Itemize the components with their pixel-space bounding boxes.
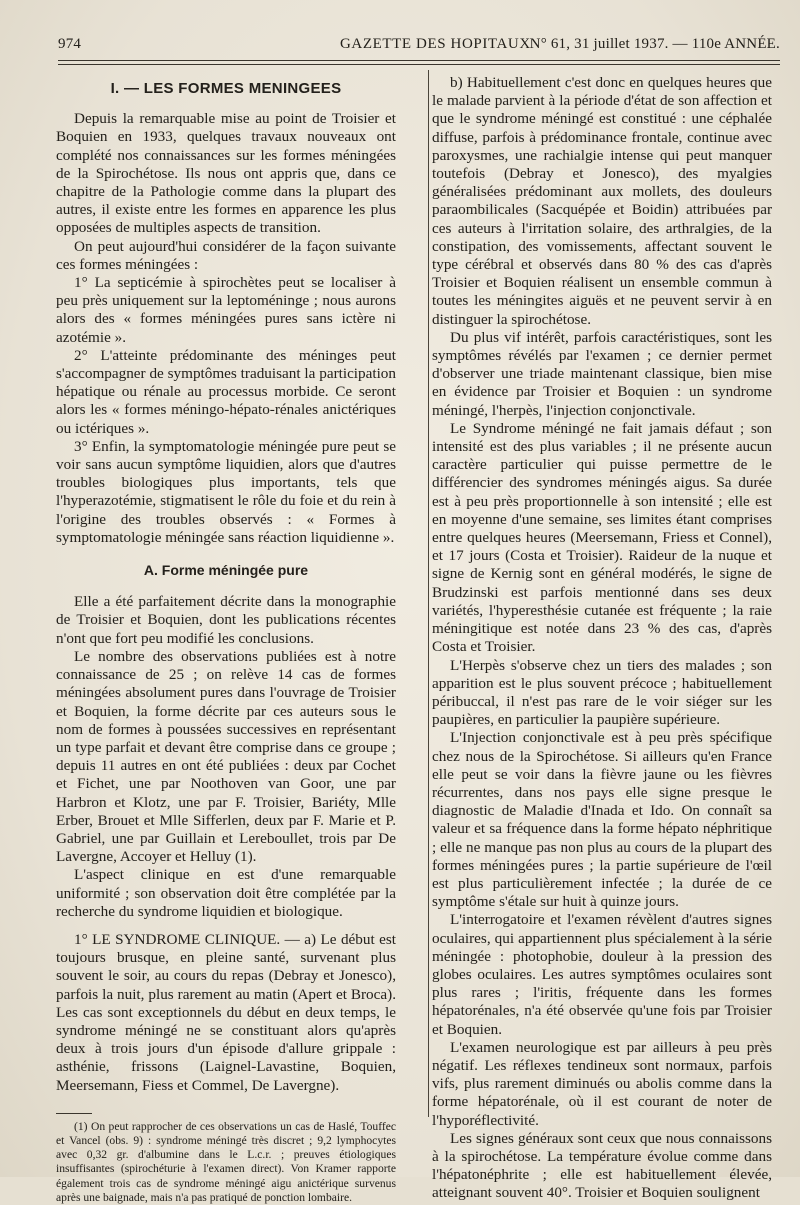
journal-title: GAZETTE DES HOPITAUX bbox=[340, 36, 531, 52]
paragraph: L'aspect clinique en est d'une remarquable uniformité ; son observation doit être complétée par la recherche du syndrome liquidien et biologique. bbox=[56, 866, 396, 920]
paragraph: 3° Enfin, la symptomatologie méningée pure peut se voir sans aucun symptôme liquidien, alors que d'autres troubles biologiques plus importants, tels que l'hyperazotémie, stigmatisent le rôle du foie et du rein à l'origine des troubles observés : « Formes à symptomatologie méningée sans réaction liquidienne ». bbox=[56, 437, 396, 546]
paragraph: L'Injection conjonctivale est à peu près spécifique chez nous de la Spirochétose. Si ailleurs qu'en France elle peut se voir dans la fièvre jaune ou les fièvres récurrentes, dans nos pays elle signe presque le diagnostic de Maladie d'Inada et Ido. On connaît sa valeur et sa fréquence dans la forme hépato néphritique ; elle ne manque pas non plus au cours de la plupart des formes méningées pures ; la partie supérieure de l'œil est plus particulièrement infectée ; la durée de ce symptôme s'étale sur huit à quinze jours. bbox=[432, 729, 772, 911]
paragraph: Depuis la remarquable mise au point de Troisier et Boquien en 1933, quelques travaux nouveaux ont complété nos connaissances sur les formes méningées de la Spirochétose. Ils nous ont appris que, dans ce chapitre de la Pathologie comme dans la plupart des autres, il existe entre les formes en apparence les plus opposées de multiples aspects de transition. bbox=[56, 110, 396, 237]
header-rule bbox=[58, 60, 780, 61]
paragraph: Les signes généraux sont ceux que nous connaissons à la spirochétose. La température évolue comme dans l'hépatonéphrite ; elle est habituellement élevée, atteignant souvent 40°. Troisier et Boquien soulignent bbox=[432, 1129, 772, 1202]
paragraph: Du plus vif intérêt, parfois caractéristiques, sont les symptômes révélés par l'examen ; ce dernier permet d'observer une triade maintenant classique, bien mise en évidence par Troisier et Boquien : un syndrome méningé, l'herpès, l'injection conjonctivale. bbox=[432, 328, 772, 419]
page-header bbox=[58, 36, 780, 56]
section-title: I. — LES FORMES MENINGEES bbox=[110, 80, 342, 97]
left-column bbox=[56, 74, 396, 1205]
paragraph: 2° L'atteinte prédominante des méninges peut s'accompagner de symptômes traduisant la participation hépatique ou rénale au processus morbide. Ce seront alors les « formes méningo-hépato-rénales anictériques ou ictériques ». bbox=[56, 346, 396, 437]
paragraph: L'examen neurologique est par ailleurs à peu près négatif. Les réflexes tendineux sont normaux, parfois vifs, plus rarement diminués ou abolis comme dans la forme hépatorénale, où il est courant de noter de l'hyporéflectivité. bbox=[432, 1038, 772, 1129]
issue-info: N° 61, 31 juillet 1937. — 110e ANNÉE. bbox=[529, 36, 780, 52]
subsection-title: A. Forme méningée pure bbox=[143, 562, 309, 579]
paragraph: Le nombre des observations publiées est à notre connaissance de 25 ; on relève 14 cas de formes méningées absolument pures dans l'ouvrage de Troisier et Boquien, la forme décrite par ces auteurs sous le nom de formes à poussées successives en représentant un type parfait et devant être comprise dans ce groupe ; depuis 11 autres en ont été publiées : deux par Cochet et Fichet, une par Noothoven van Goor, une par Harbron et Klotz, une par F. Troisier, Bariéty, Mlle Erber, Brouet et Mlle Sifferlen, deux par F. Marie et P. Gabriel, une par Guillain et Lereboullet, trois par De Lavergne, Accoyer et Helluy (1). bbox=[56, 647, 396, 866]
column-divider bbox=[428, 70, 429, 1117]
footnote-rule bbox=[56, 1113, 92, 1114]
footnote-text: (1) On peut rapprocher de ces observations un cas de Haslé, Touffec et Vancel (obs. 9) : syndrome méningé très discret ; 9,2 lymphocytes avec 0,32 gr. d'albumine dans le L.c.r. ; preuves étiologiques insuffisantes (spirochéturie à l'examen direct). Von Kramer rapporte également trois cas de syndrome méningé aigu anictérique survenus après une baignade, mais n'a pas pratiqué de ponction lombaire. bbox=[56, 1119, 396, 1204]
paragraph: L'interrogatoire et l'examen révèlent d'autres signes oculaires, qui appartiennent plus spécialement à la série méningée : photophobie, douleur à la pression des globes oculaires. Les autres symptômes oculaires sont plus rares ; l'iritis, fréquente dans les formes hépatorénales, n'a été observée qu'une fois par Troisier et Boquien. bbox=[432, 911, 772, 1038]
footnote bbox=[56, 1120, 396, 1205]
header-rule-double bbox=[58, 64, 780, 65]
paragraph: 1° La septicémie à spirochètes peut se localiser à peu près uniquement sur la leptoméninge ; nous aurons alors des « formes méningées pures sans ictère ni azotémie ». bbox=[56, 274, 396, 346]
right-column bbox=[432, 74, 772, 1203]
paragraph: 1° LE SYNDROME CLINIQUE. — a) Le début est toujours brusque, en pleine santé, survenant plus souvent le soir, au cours du repas (Debray et Jonesco), parfois la nuit, plus rarement au matin (Apert et Broca). Les cas sont exceptionnels du début en deux temps, le syndrome méningé ne se constituant alors qu'après deux à trois jours d'un épisode d'allure grippale : asthénie, frissons (Laignel-Lavastine, Boquien, Meersemann, Fiess et Commel, De Lavergne). bbox=[56, 930, 396, 1094]
paragraph: Elle a été parfaitement décrite dans la monographie de Troisier et Boquien, dont les publications récentes n'ont que fort peu modifié les conclusions. bbox=[56, 593, 396, 647]
paragraph: L'Herpès s'observe chez un tiers des malades ; son apparition est le plus souvent précoce ; habituellement péribuccal, il n'est pas rare de le voir siéger sur les paupières, en particulier la paupière supérieure. bbox=[432, 656, 772, 729]
paragraph: b) Habituellement c'est donc en quelques heures que le malade parvient à la période d'état de son affection et que le syndrome méningé est constitué : une céphalée diffuse, parfois à prédominance frontale, continue avec paroxysmes, une rachialgie intense qui peut manquer toutefois (Debray et Jonesco), des myalgies généralisées prédominant aux mollets, des douleurs paraombilicales (Sacquépée et Boidin) attribuées par ces auteurs à l'irritation solaire, des arthralgies, de la constipation, des vomissements, affectant souvent le type cérébral et observés dans 80 % des cas d'après Troisier et Boquien réalisent un ensemble commun à toutes les méningites aiguës et ne peuvent servir à en distinguer la spirochétose. bbox=[432, 74, 772, 328]
paragraph: Le Syndrome méningé ne fait jamais défaut ; son intensité est des plus variables ; il ne présente aucun caractère particulier qui puisse permettre de le différencier des syndromes méningés aigus. Sa durée est à peu près proportionnelle à son intensité ; elle est en moyenne d'une semaine, ses limites étant comprises entre quelques heures (Meersemann, Friess et Connel), et 17 jours (Costa et Troisier). Raideur de la nuque et signe de Kernig sont en général modérés, le signe de Brudzinski est parfois mentionné dans ses deux variétés, l'hyperesthésie cutanée est fréquente ; la raie méningitique est notée dans 23 % des cas, d'après Costa et Troisier. bbox=[432, 419, 772, 656]
paragraph: On peut aujourd'hui considérer de la façon suivante ces formes méningées : bbox=[56, 237, 396, 273]
page-number: 974 bbox=[58, 36, 82, 52]
